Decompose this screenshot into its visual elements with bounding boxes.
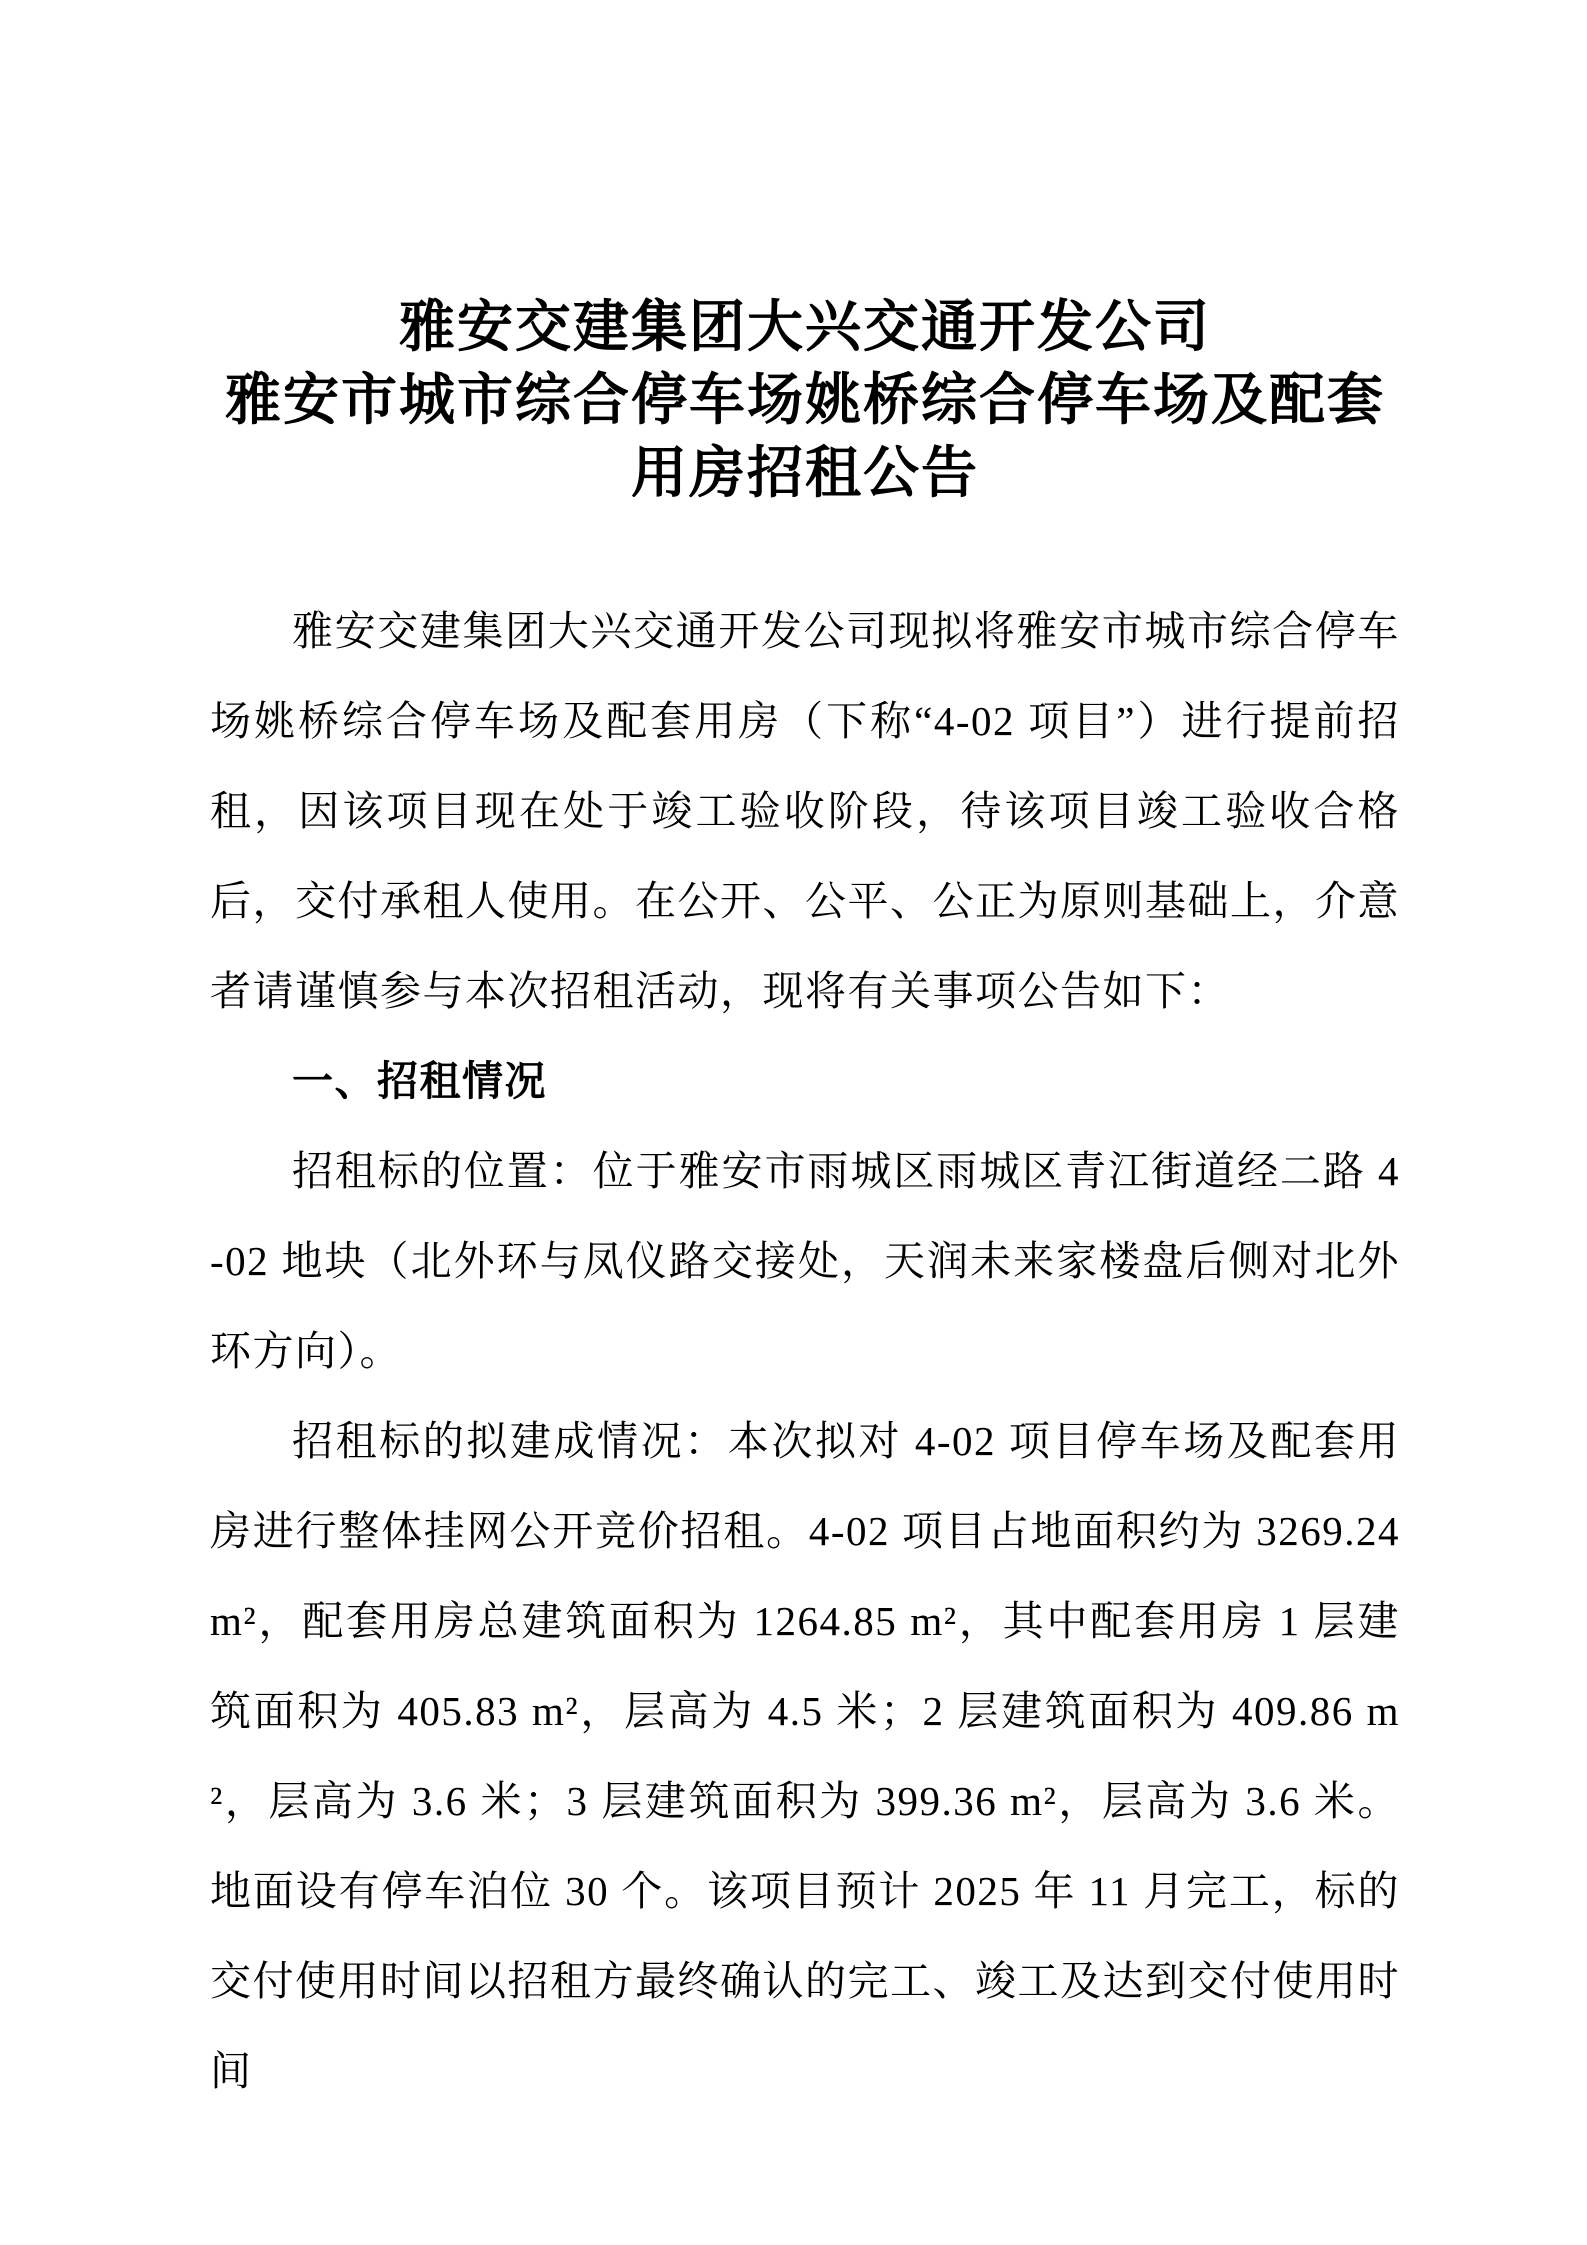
document-content	[210, 0, 1400, 2116]
document-title	[210, 292, 1400, 511]
document-title-line-1: 雅安交建集团大兴交通开发公司	[399, 297, 1211, 359]
document-title-line-2: 雅安市城市综合停车场姚桥综合停车场及配套	[225, 370, 1385, 432]
construction-status-paragraph: 招租标的拟建成情况：本次拟对 4-02 项目停车场及配套用房进行整体挂网公开竞价招租。4-02 项目占地面积约为 3269.24 m²，配套用房总建筑面积为 1264.85 m²，其中配套用房 1 层建筑面积为 405.83 m²，层高为 4.5 米；2 层建筑面积为 409.86 m²，层高为 3.6 米；3 层建筑面积为 399.36 m²，层高为 3.6 米。地面设有停车泊位 30 个。该项目预计 2025 年 11 月完工，标的交付使用时间以招租方最终确认的完工、竣工及达到交付使用时间	[210, 1418, 1400, 2094]
intro-paragraph: 雅安交建集团大兴交通开发公司现拟将雅安市城市综合停车场姚桥综合停车场及配套用房（下称“4-02 项目”）进行提前招租，因该项目现在处于竣工验收阶段，待该项目竣工验收合格后，交付承租人使用。在公开、公平、公正为原则基础上，介意者请谨慎参与本次招租活动，现将有关事项公告如下：	[210, 608, 1400, 1014]
location-paragraph: 招租标的位置：位于雅安市雨城区雨城区青江街道经二路 4-02 地块（北外环与凤仪路交接处，天润未来家楼盘后侧对北外环方向）。	[210, 1148, 1400, 1374]
section-heading-leasing-overview: 一、招租情况	[292, 1058, 547, 1104]
document-title-line-3: 用房招租公告	[631, 443, 979, 505]
